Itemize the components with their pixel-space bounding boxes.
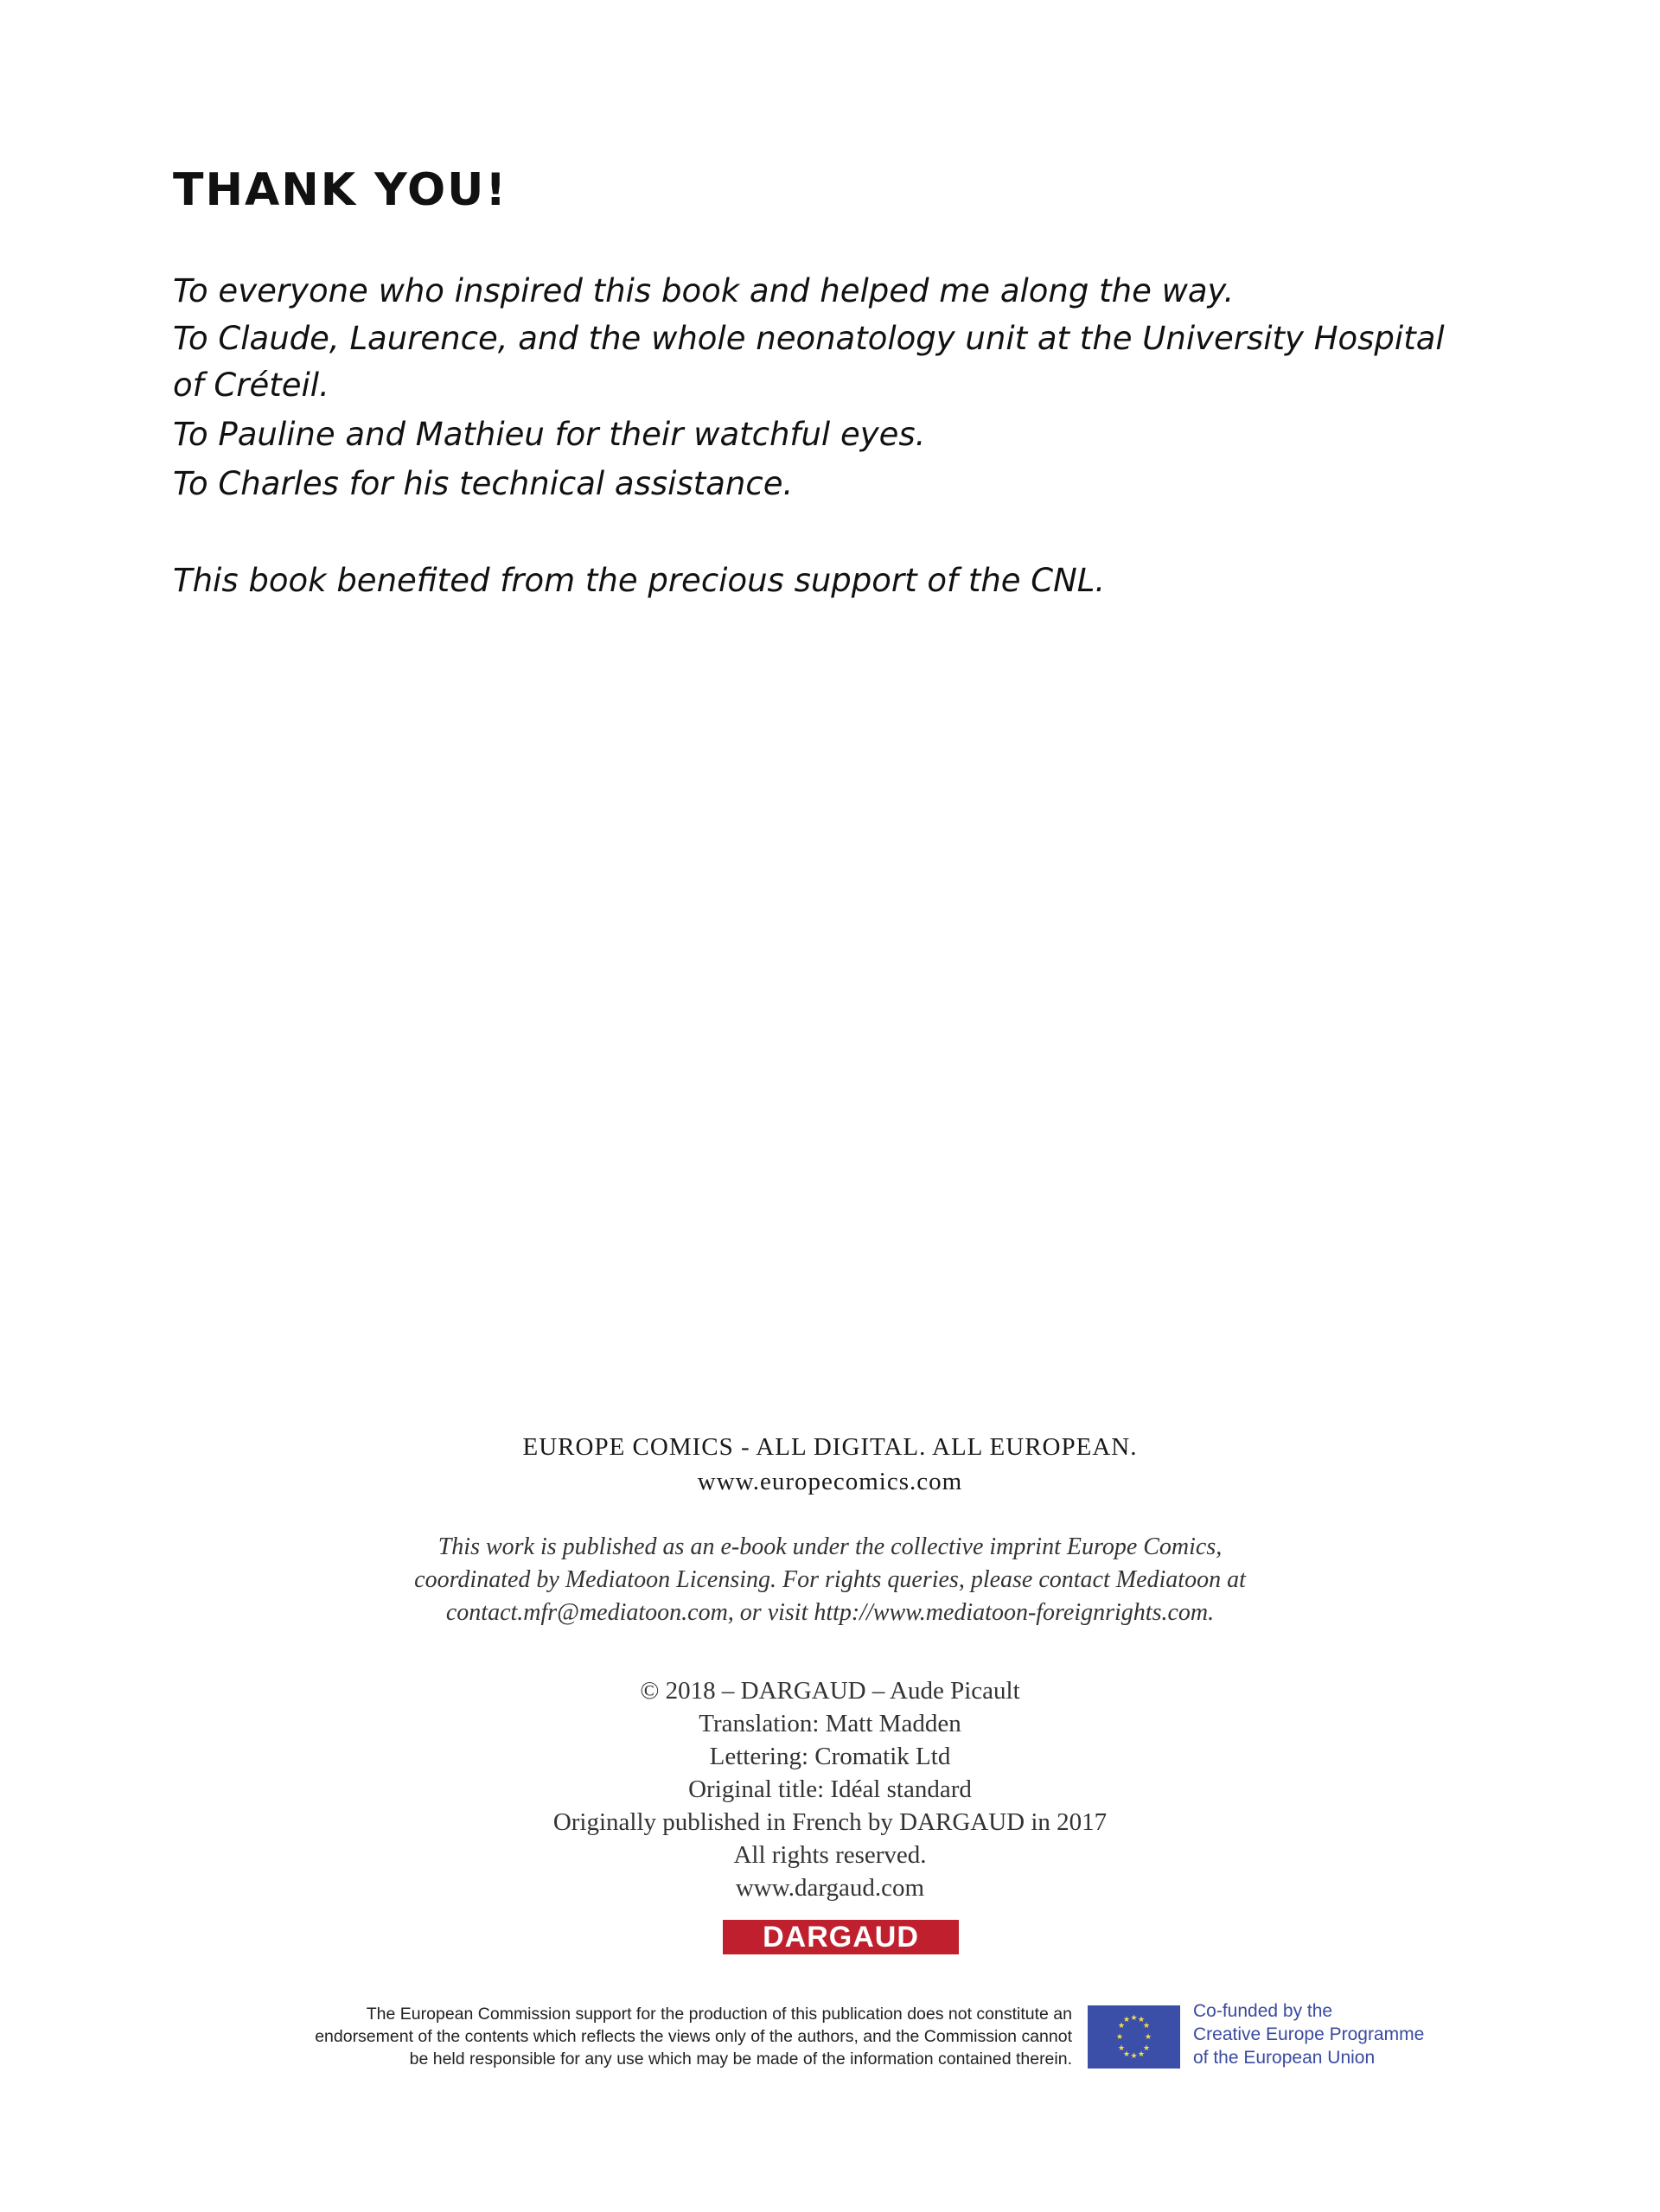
svg-text:★: ★ xyxy=(1122,2050,1131,2059)
imprint-notice-line: coordinated by Mediatoon Licensing. For rights queries, please contact Mediatoon at xyxy=(414,1566,1246,1593)
credit-line: Lettering: Cromatik Ltd xyxy=(709,1743,951,1770)
eu-disclaimer-line: endorsement of the contents which reflects the views only of the authors, and the Commission cannot xyxy=(315,2027,1072,2046)
thank-you-heading: THANK YOU! xyxy=(173,164,508,216)
imprint-tagline: EUROPE COMICS - ALL DIGITAL. ALL EUROPEAN. xyxy=(522,1433,1138,1461)
credit-line: All rights reserved. xyxy=(733,1841,927,1869)
svg-text:★: ★ xyxy=(1142,2022,1151,2030)
svg-text:★: ★ xyxy=(1122,2016,1131,2024)
imprint-notice-line: contact.mfr@mediatoon.com, or visit http://www.mediatoon-foreignrights.com. xyxy=(445,1599,1215,1626)
svg-text:★: ★ xyxy=(1117,2044,1126,2053)
svg-text:★: ★ xyxy=(1115,2033,1124,2042)
eu-flag-icon xyxy=(1088,2005,1180,2069)
dargaud-logo: DARGAUD xyxy=(723,1920,959,1954)
support-line: This book benefited from the precious support of the CNL. xyxy=(173,562,1106,599)
imprint-url[interactable]: www.europecomics.com xyxy=(697,1468,963,1495)
credit-line: Original title: Idéal standard xyxy=(688,1775,972,1803)
svg-text:★: ★ xyxy=(1137,2050,1146,2059)
eu-disclaimer-line: The European Commission support for the production of this publication does not constitute an xyxy=(366,2005,1072,2024)
eu-cofunded-line: Co-funded by the xyxy=(1193,2001,1333,2021)
credit-line: © 2018 – DARGAUD – Aude Picault xyxy=(640,1677,1020,1705)
svg-text:★: ★ xyxy=(1142,2044,1151,2053)
eu-cofunded-line: Creative Europe Programme xyxy=(1193,2024,1425,2044)
credit-line: Translation: Matt Madden xyxy=(699,1710,961,1737)
svg-text:★: ★ xyxy=(1144,2033,1152,2042)
ack-line: To Charles for his technical assistance. xyxy=(173,465,794,502)
eu-disclaimer-line: be held responsible for any use which may be made of the information contained therein. xyxy=(409,2049,1072,2069)
svg-text:★: ★ xyxy=(1130,2052,1138,2061)
ack-line: To Pauline and Mathieu for their watchful eyes. xyxy=(173,416,926,453)
imprint-notice-line: This work is published as an e-book under the collective imprint Europe Comics, xyxy=(437,1533,1223,1560)
svg-text:★: ★ xyxy=(1117,2022,1126,2030)
ack-line: To everyone who inspired this book and helped me along the way. xyxy=(173,272,1235,309)
ack-line: To Claude, Laurence, and the whole neonatology unit at the University Hospital xyxy=(173,320,1445,357)
publisher-url[interactable]: www.dargaud.com xyxy=(735,1874,925,1902)
credit-line: Originally published in French by DARGAUD in 2017 xyxy=(552,1808,1108,1836)
ack-line: of Créteil. xyxy=(173,367,329,404)
eu-cofunded xyxy=(1193,1999,1424,2069)
eu-disclaimer xyxy=(315,2003,1072,2070)
svg-text:★: ★ xyxy=(1130,2014,1138,2023)
svg-text:★: ★ xyxy=(1137,2016,1146,2024)
eu-cofunded-line: of the European Union xyxy=(1193,2048,1376,2068)
